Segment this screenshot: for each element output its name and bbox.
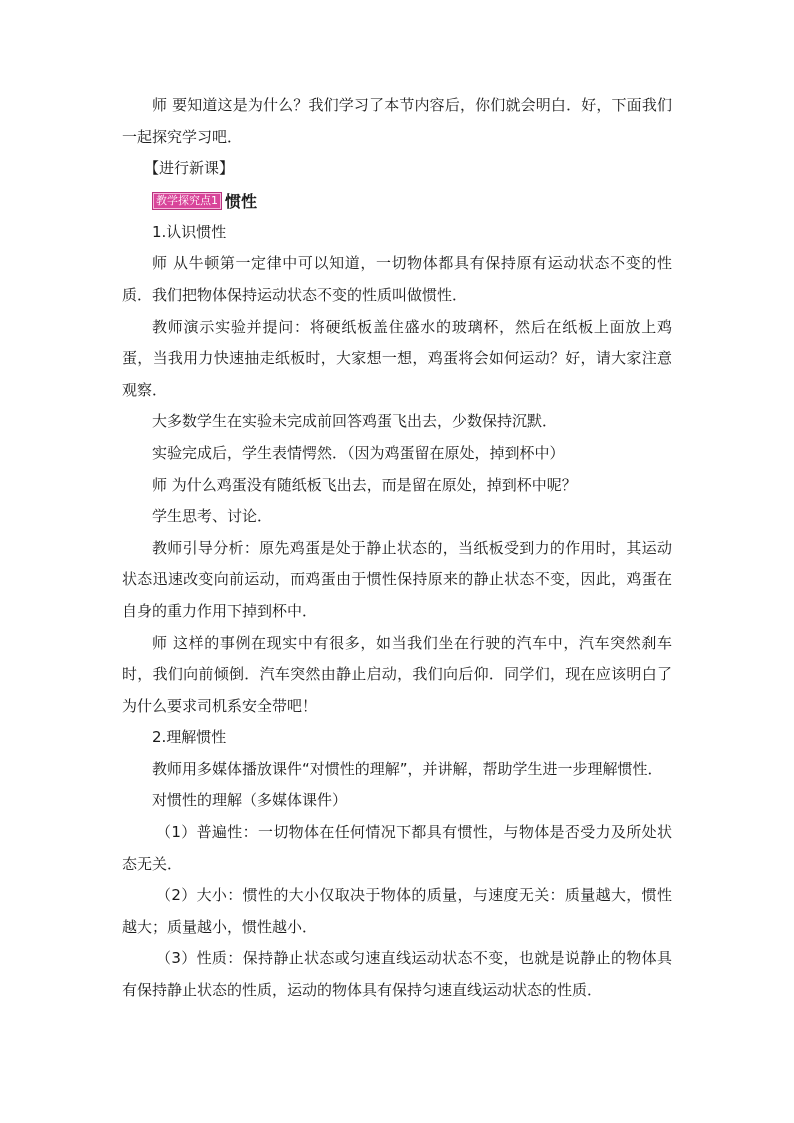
paragraph-discussion: 学生思考、讨论． bbox=[152, 507, 273, 526]
paragraph-teacher-question: 师 为什么鸡蛋没有随纸板飞出去，而是留在原处，掉到杯中呢？ bbox=[152, 475, 577, 494]
topic-heading bbox=[152, 185, 672, 217]
subheading-2: 2.理解惯性 bbox=[152, 728, 227, 747]
paragraph-understanding-title: 对惯性的理解（多媒体课件） bbox=[152, 791, 348, 810]
paragraph-experiment-result: 实验完成后，学生表情愕然．（因为鸡蛋留在原处，掉到杯中） bbox=[152, 443, 565, 462]
topic-title: 惯性 bbox=[225, 192, 258, 212]
section-label: 【进行新课】 bbox=[144, 159, 235, 178]
paragraph-student-answer: 大多数学生在实验未完成前回答鸡蛋飞出去，少数保持沉默． bbox=[152, 412, 558, 431]
paragraph-demo: 教师演示实验并提问：将硬纸板盖住盛水的玻璃杯，然后在纸板上面放上鸡蛋，当我用力快速抽走纸板时，大家想一想，鸡蛋将会如何运动？好，请大家注意观察． bbox=[122, 317, 672, 399]
subheading-1: 1.认识惯性 bbox=[152, 222, 227, 241]
paragraph-universality: （1）普遍性：一切物体在任何情况下都具有惯性，与物体是否受力及所处状态无关． bbox=[122, 823, 672, 873]
document-body bbox=[122, 90, 672, 1007]
paragraph-definition: 师 从牛顿第一定律中可以知道，一切物体都具有保持原有运动状态不变的性质．我们把物体保持运动状态不变的性质叫做惯性． bbox=[122, 254, 672, 304]
paragraph-magnitude: （2）大小：惯性的大小仅取决于物体的质量，与速度无关：质量越大，惯性越大；质量越小，惯性越小． bbox=[122, 886, 672, 936]
paragraph-property: （3）性质：保持静止状态或匀速直线运动状态不变，也就是说静止的物体具有保持静止状态的性质，运动的物体具有保持匀速直线运动状态的性质． bbox=[122, 949, 672, 1000]
inquiry-point-badge: 教学探究点1 bbox=[152, 192, 222, 210]
paragraph-intro: 师 要知道这是为什么？我们学习了本节内容后，你们就会明白．好，下面我们一起探究学习吧． bbox=[122, 96, 672, 146]
paragraph-examples: 师 这样的事例在现实中有很多，如当我们坐在行驶的汽车中，汽车突然刹车时，我们向前倾倒．汽车突然由静止启动，我们向后仰．同学们，现在应该明白了为什么要求司机系安全带吧！ bbox=[122, 633, 672, 715]
paragraph-analysis: 教师引导分析：原先鸡蛋是处于静止状态的，当纸板受到力的作用时，其运动状态迅速改变向前运动，而鸡蛋由于惯性保持原来的静止状态不变，因此，鸡蛋在自身的重力作用下掉到杯中． bbox=[122, 538, 672, 620]
paragraph-multimedia: 教师用多媒体播放课件“对惯性的理解”，并讲解，帮助学生进一步理解惯性． bbox=[152, 759, 663, 778]
